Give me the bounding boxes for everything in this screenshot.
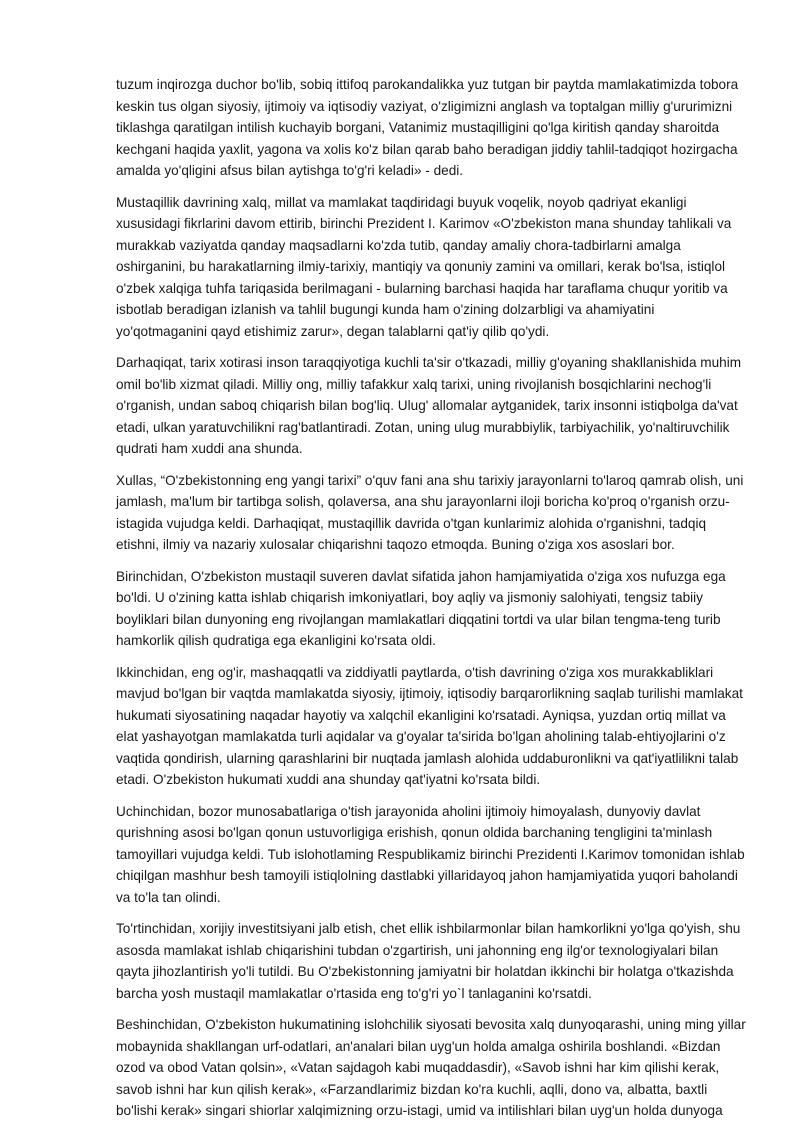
paragraph-3: Darhaqiqat, tarix xotirasi inson taraqqiyotiga kuchli ta'sir o'tkazadi, milliy g'oyaning shakllanishida muhim omil bo'lib xizmat qiladi. Milliy ong, milliy tafakkur xalq tarixi, uning rivojlanish bosqichlarini nechog'li o'rganish, undan saboq chiqarish bilan bog'liq. Ulug' allomalar aytganidek, tarix insonni istiqbolga da'vat etadi, ulkan yaratuvchilikni rag'batlantiradi. Zotan, uning ulug murabbiylik, tarbiyachilik, yo'naltiruvchilik qudrati ham xuddi ana shunda. — [116, 355, 742, 456]
paragraph-2: Mustaqillik davrining xalq, millat va mamlakat taqdiridagi buyuk voqelik, noyob qadriyat ekanligi xususidagi fikrlarini davom ettirib, birinchi Prezident I. Karimov «O'zbekiston mana shunday tahlikali va murakkab vaziyatda qanday maqsadlarni ko'zda tutib, qanday amaliy chora-tadbirlarni amalga oshirganini, bu harakatlarning ilmiy-tarixiy, mantiqiy va qonuniy zamini va omillari, kerak bo'lsa, istiqlol o'zbek xalqiga tuhfa tariqasida berilmagani - bularning barchasi haqida har taraflama chuqur yoritib va isbotlab beradigan izlanish va tahlil bugungi kunda ham o'zining dolzarbligi va ahamiyatini yo'qotmaganini qayd etishimiz zarur», degan talablarni qat'iy qilib qo'ydi. — [116, 194, 732, 339]
document-body — [116, 74, 748, 1132]
paragraph-9: Beshinchidan, O'zbekiston hukumatining islohchilik siyosati bevosita xalq dunyoqarashi, uning ming yillar mobaynida shakllangan urf-odatlari, an'analari bilan uyg'un holda amalga oshirila boshlandi. «Bizdan ozod va obod Vatan qolsin», «Vatan sajdagoh kabi muqaddasdir), «Savob ishni har kim qilishi kerak, savob ishni har kun qilish kerak», «Farzandlarimiz bizdan ko'ra kuchli, aqlli, dono va, albatta, baxtli bo'lishi kerak» singari shiorlar xalqimizning orzu-istagi, umid va intilishlari bilan uyg'un holda dunyoga — [116, 1017, 746, 1118]
paragraph-1: tuzum inqirozga duchor bo'lib, sobiq ittifoq parokandalikka yuz tutgan bir paytda mamlakatimizda tobora keskin tus olgan siyosiy, ijtimoiy va iqtisodiy vaziyat, o'zligimizni anglash va toptalgan milliy g'ururimizni tiklashga qaratilgan intilish kuchayib borgani, Vatanimiz mustaqilligini qo'lga kiritish qanday sharoitda kechgani haqida yaxlit, yagona va xolis ko'z bilan qarab baho beradigan jiddiy tahlil-tadqiqot hozirgacha amalda yo'qligini afsus bilan aytishga to'g'ri keladi» - dedi. — [116, 77, 739, 178]
paragraph-5: Birinchidan, O'zbekiston mustaqil suveren davlat sifatida jahon hamjamiyatida o'ziga xos nufuzga ega bo'ldi. U o'zining katta ishlab chiqarish imkoniyatlari, boy aqliy va jismoniy salohiyati, tengsiz tabiiy boyliklari bilan dunyoning eng rivojlangan mamlakatlari diqqatini tortdi va ular bilan tengma-teng turib hamkorlik qilish qudratiga ega ekanligini ko'rsata oldi. — [116, 568, 726, 648]
paragraph-7: Uchinchidan, bozor munosabatlariga o'tish jarayonida aholini ijtimoiy himoyalash, dunyoviy davlat qurishning asosi bo'lgan qonun ustuvorligiga erishish, qonun oldida barchaning tengligini ta'minlash tamoyillari vujudga keldi. Tub islohotlaming Respublikamiz birinchi Prezidenti I.Karimov tomonidan ishlab chiqilgan mashhur besh tamoyili istiqlolning dastlabki yillaridayoq jahon hamjamiyatida yuqori baholandi va to'la tan olindi. — [116, 803, 745, 905]
paragraph-6: Ikkinchidan, eng og'ir, mashaqqatli va ziddiyatli paytlarda, o'tish davrining o'ziga xos murakkabliklari mavjud bo'lgan bir vaqtda mamlakatda siyosiy, ijtimoiy, iqtisodiy barqarorlikning saqlab turilishi mamlakat hukumati siyosatining naqadar hayotiy va xalqchil ekanligini ko'rsatadi. Ayniqsa, yuzdan ortiq millat va elat yashayotgan mamlakatda turli aqidalar va g'oyalar ta'sirida bo'lgan aholining talab-ehtiyojlarini o'z vaqtida qondirish, ularning qarashlarini bir nuqtada jamlash alohida uddaburonlikni va qat'iyatlilikni talab etadi. O'zbekiston hukumati xuddi ana shunday qat'iyatni ko'rsata bildi. — [116, 664, 743, 787]
paragraph-4: Xullas, “O'zbekistonning eng yangi tarixi” o'quv fani ana shu tarixiy jarayonlarni to'laroq qamrab olish, uni jamlash, ma'lum bir tartibga solish, qolaversa, ana shu jarayonlarni iloji boricha ko'proq o'rganish orzu-istagida vujudga keldi. Darhaqiqat, mustaqillik davrida o'tgan kunlarimiz alohida o'rganishni, tadqiq etishni, ilmiy va nazariy xulosalar chiqarishni taqozo etmoqda. Buning o'ziga xos asoslari bor. — [116, 472, 744, 552]
paragraph-8: To'rtinchidan, xorijiy investitsiyani jalb etish, chet ellik ishbilarmonlar bilan hamkorlikni yo'lga qo'yish, shu asosda mamlakat ishlab chiqarishini tubdan o'zgartirish, uni jahonning eng ilg'or texnologiyalari bilan qayta jihozlantirish yo'li tutildi. Bu O'zbekistonning jamiyatni bir holatdan ikkinchi bir holatga o'tkazishda barcha yosh mustaqil mamlakatlar o'rtasida eng to'g'ri yo`l tanlaganini ko'rsatdi. — [116, 921, 741, 1001]
